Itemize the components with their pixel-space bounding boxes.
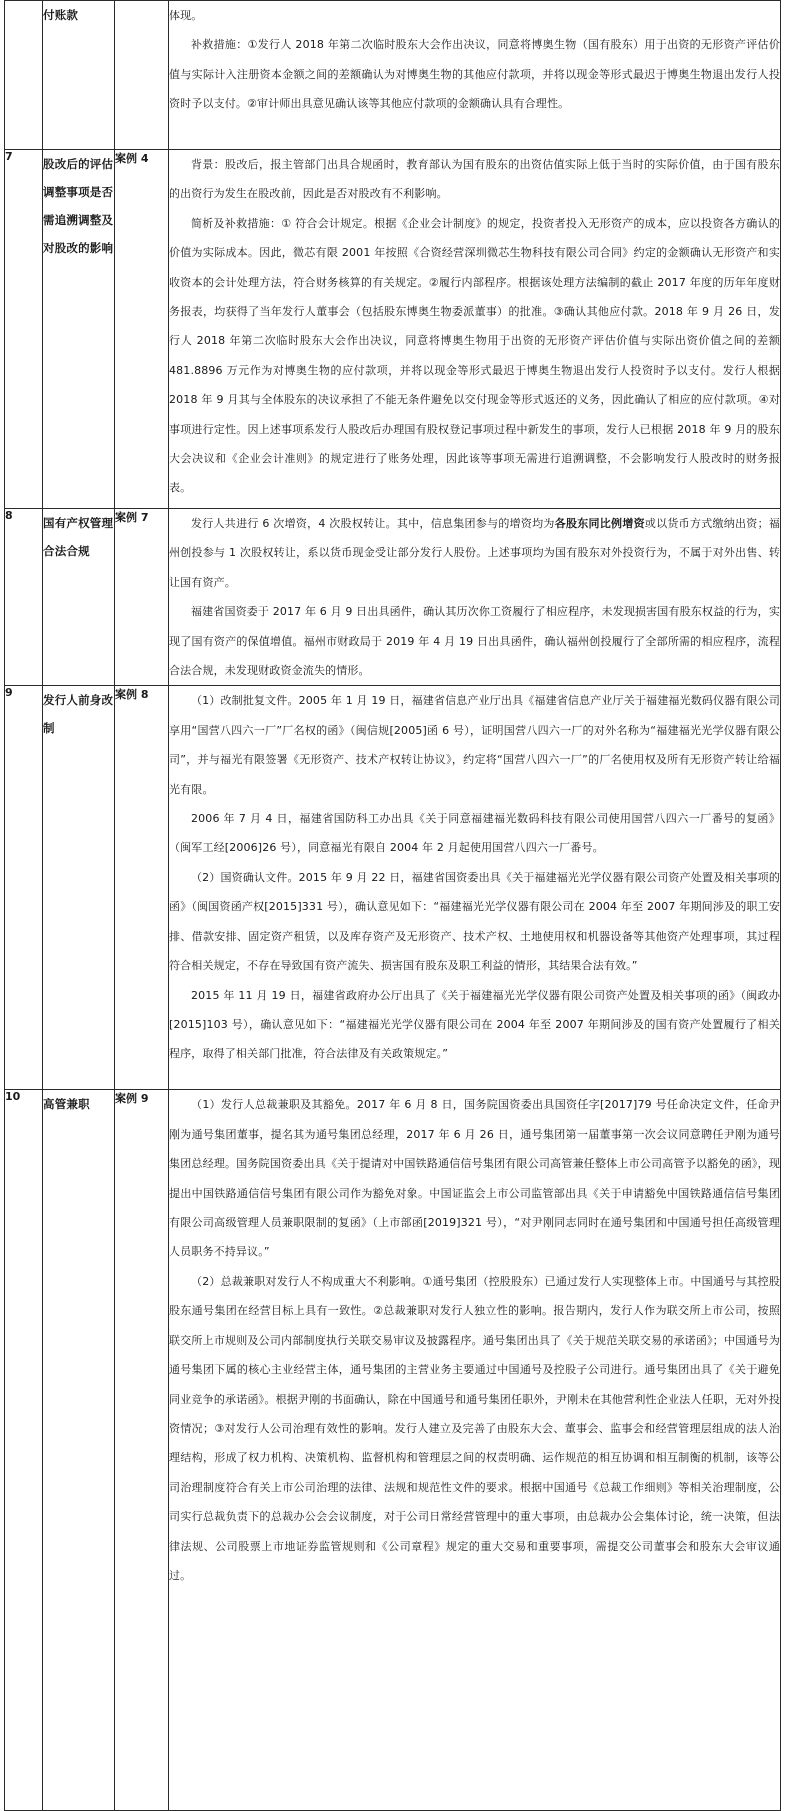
- table-row: [5, 686, 781, 1090]
- table-row: [5, 509, 781, 686]
- row-description: [169, 509, 781, 686]
- row-case-label: [115, 1, 169, 150]
- row-description: [169, 1090, 781, 1811]
- row-case-label: 案例 4: [115, 150, 169, 509]
- case-table: [4, 0, 781, 1811]
- row-number: [5, 1, 43, 150]
- row-item-title: 股改后的评估调整事项是否需追溯调整及对股改的影响: [43, 150, 115, 509]
- description-paragraph: 简析及补救措施：① 符合会计规定。根据《企业会计制度》的规定，投资者投入无形资产的成本，应以投资各方确认的价值为实际成本。因此，微芯有限 2001 年按照《合资经营深圳微芯生物科技有限公司合同》约定的金额确认无形资产和实收资本的会计处理方法，符合财务核算的有关规定。②履行内部程序。根据该处理方法编制的截止 2017 年度的历年年度财务报表，均获得了当年发行人董事会（包括股东博奥生物委派董事）的批准。③确认其他应付款。2018 年 9 月 26 日，发行人 2018 年第二次临时股东大会作出决议，同意将博奥生物用于出资的无形资产评估价值与实际出资价值之间的差额 481.8896 万元作为对博奥生物的应付款项，并将以现金等形式最迟于博奥生物退出发行人投资时予以支付。发行人根据 2018 年 9 月其与全体股东的决议承担了不能无条件避免以交付现金等形式返还的义务，因此确认了相应的应付款项。④对事项进行定性。因上述事项系发行人股改后办理国有股权登记事项过程中新发生的事项，发行人已根据 2018 年 9 月的股东大会决议和《企业会计准则》的规定进行了账务处理，因此该等事项无需进行追溯调整，不会影响发行人股改时的财务报表。: [169, 216, 780, 495]
- row-item-title: 付账款: [43, 1, 115, 150]
- description-paragraph: 2006 年 7 月 4 日，福建省国防科工办出具《关于同意福建福光数码科技有限公司使用国营八四六一厂番号的复函》（闽军工经[2006]26 号），同意福光有限自 2004 年 2 月起使用国营八四六一厂番号。: [169, 812, 780, 855]
- description-paragraph: 体现。: [169, 9, 203, 22]
- description-paragraph: 发行人共进行 6 次增资，4 次股权转让。其中，信息集团参与的增资均为各股东同比例增资或以货币方式缴纳出资；福州创投参与 1 次股权转让，系以货币现金受让部分发行人股份。上述事项均为国有股东对外投资行为，不属于对外出售、转让国有资产。: [169, 517, 780, 589]
- description-paragraph: 2015 年 11 月 19 日，福建省政府办公厅出具了《关于福建福光光学仪器有限公司资产处置及相关事项的函》（闽政办[2015]103 号），确认意见如下：“福建福光光学仪器有限公司在 2004 年至 2007 年期间涉及的国有资产处置履行了相关程序，取得了相关部门批准，符合法律及有关政策规定。”: [169, 988, 780, 1061]
- row-description: [169, 686, 781, 1090]
- row-number: 7: [5, 150, 43, 509]
- description-paragraph: （2）总裁兼职对发行人不构成重大不利影响。①通号集团（控股股东）已通过发行人实现整体上市。中国通号与其控股股东通号集团在经营目标上具有一致性。②总裁兼职对发行人独立性的影响。报告期内，发行人作为联交所上市公司，按照联交所上市规则及公司内部制度执行关联交易审议及披露程序。通号集团出具了《关于规范关联交易的承诺函》；中国通号为通号集团下属的核心主业经营主体，通号集团的主营业务主要通过中国通号及控股子公司进行。通号集团出具了《关于避免同业竞争的承诺函》。根据尹刚的书面确认，除在中国通号和通号集团任职外，尹刚未在其他营利性企业法人任职，无对外投资情况；③对发行人公司治理有效性的影响。发行人建立及完善了由股东大会、董事会、监事会和经营管理层组成的法人治理结构，形成了权力机构、决策机构、监督机构和管理层之间的权责明确、运作规范的相互协调和相互制衡的机制，该等公司治理制度符合有关上市公司治理的法律、法规和规范性文件的要求。根据中国通号《总裁工作细则》等相关治理制度，公司实行总裁负责下的总裁办公会会议制度，对于公司日常经营管理中的重大事项，由总裁办公会集体讨论，统一决策，但法律法规、公司股票上市地证券监管规则和《公司章程》规定的重大交易和重要事项，需提交公司董事会和股东大会审议通过。: [169, 1274, 780, 1582]
- table-row: [5, 1090, 781, 1811]
- row-number: 10: [5, 1090, 43, 1811]
- row-case-label: 案例 9: [115, 1090, 169, 1811]
- row-description: [169, 1, 781, 150]
- row-number: 9: [5, 686, 43, 1090]
- row-item-title: 发行人前身改制: [43, 686, 115, 1090]
- row-number: 8: [5, 509, 43, 686]
- row-description: [169, 150, 781, 509]
- table-row: [5, 150, 781, 509]
- row-case-label: 案例 7: [115, 509, 169, 686]
- description-paragraph: （2）国资确认文件。2015 年 9 月 22 日，福建省国资委出具《关于福建福光光学仪器有限公司资产处置及相关事项的函》（闽国资函产权[2015]331 号），确认意见如下：“福建福光光学仪器有限公司在 2004 年至 2007 年期间涉及的职工安排、借款安排、固定资产租赁，以及库存资产及无形资产、技术产权、土地使用权和机器设备等其他资产处理事项，其过程符合相关规定，不存在导致国有资产流失、损害国有股东及职工利益的情形，其结果合法有效。”: [169, 870, 780, 973]
- description-paragraph: （1）发行人总裁兼职及其豁免。2017 年 6 月 8 日，国务院国资委出具国资任字[2017]79 号任命决定文件，任命尹刚为通号集团董事，提名其为通号集团总经理，2017 年 6 月 26 日，通号集团第一届董事第一次会议同意聘任尹刚为通号集团总经理。国务院国资委出具《关于提请对中国铁路通信信号集团有限公司高管兼任整体上市公司高管予以豁免的函》，现提出中国铁路通信信号集团有限公司作为豁免对象。中国证监会上市公司监管部出具《关于申请豁免中国铁路通信信号集团有限公司高级管理人员兼职限制的复函》（上市部函[2019]321 号），“对尹刚同志同时在通号集团和中国通号担任高级管理人员职务不持异议。”: [169, 1098, 780, 1259]
- description-paragraph: （1）改制批复文件。2005 年 1 月 19 日，福建省信息产业厅出具《福建省信息产业厅关于福建福光数码仪器有限公司享用“国营八四六一厂”厂名权的函》（闽信规[2005]函 6 号），证明国营八四六一厂的对外名称为“福建福光光学仪器有限公司”，并与福光有限签署《无形资产、技术产权转让协议》，约定将“国营八四六一厂”的厂名使用权及所有无形资产转让给福光有限。: [169, 694, 780, 796]
- row-item-title: 高管兼职: [43, 1090, 115, 1811]
- row-item-title: 国有产权管理合法合规: [43, 509, 115, 686]
- row-case-label: 案例 8: [115, 686, 169, 1090]
- table-row: [5, 1, 781, 150]
- description-paragraph: 补救措施：①发行人 2018 年第二次临时股东大会作出决议，同意将博奥生物（国有股东）用于出资的无形资产评估价值与实际计入注册资本金额之间的差额确认为对博奥生物的其他应付款项，并将以现金等形式最迟于博奥生物退出发行人投资时予以支付。②审计师出具意见确认该等其他应付款项的金额确认具有合理性。: [169, 38, 780, 111]
- description-paragraph: 背景：股改后，报主管部门出具合规函时，教育部认为国有股东的出资估值实际上低于当时的实际价值，由于国有股东的出资行为发生在股改前，因此是否对股改有不利影响。: [169, 158, 780, 201]
- emphasis-text: 各股东同比例增资: [554, 517, 645, 530]
- description-paragraph: 福建省国资委于 2017 年 6 月 9 日出具函件，确认其历次你工资履行了相应程序，未发现损害国有股东权益的行为，实现了国有资产的保值增值。福州市财政局于 2019 年 4 月 19 日出具函件，确认福州创投履行了全部所需的相应程序，流程合法合规，未发现财政资金流失的情形。: [169, 605, 780, 678]
